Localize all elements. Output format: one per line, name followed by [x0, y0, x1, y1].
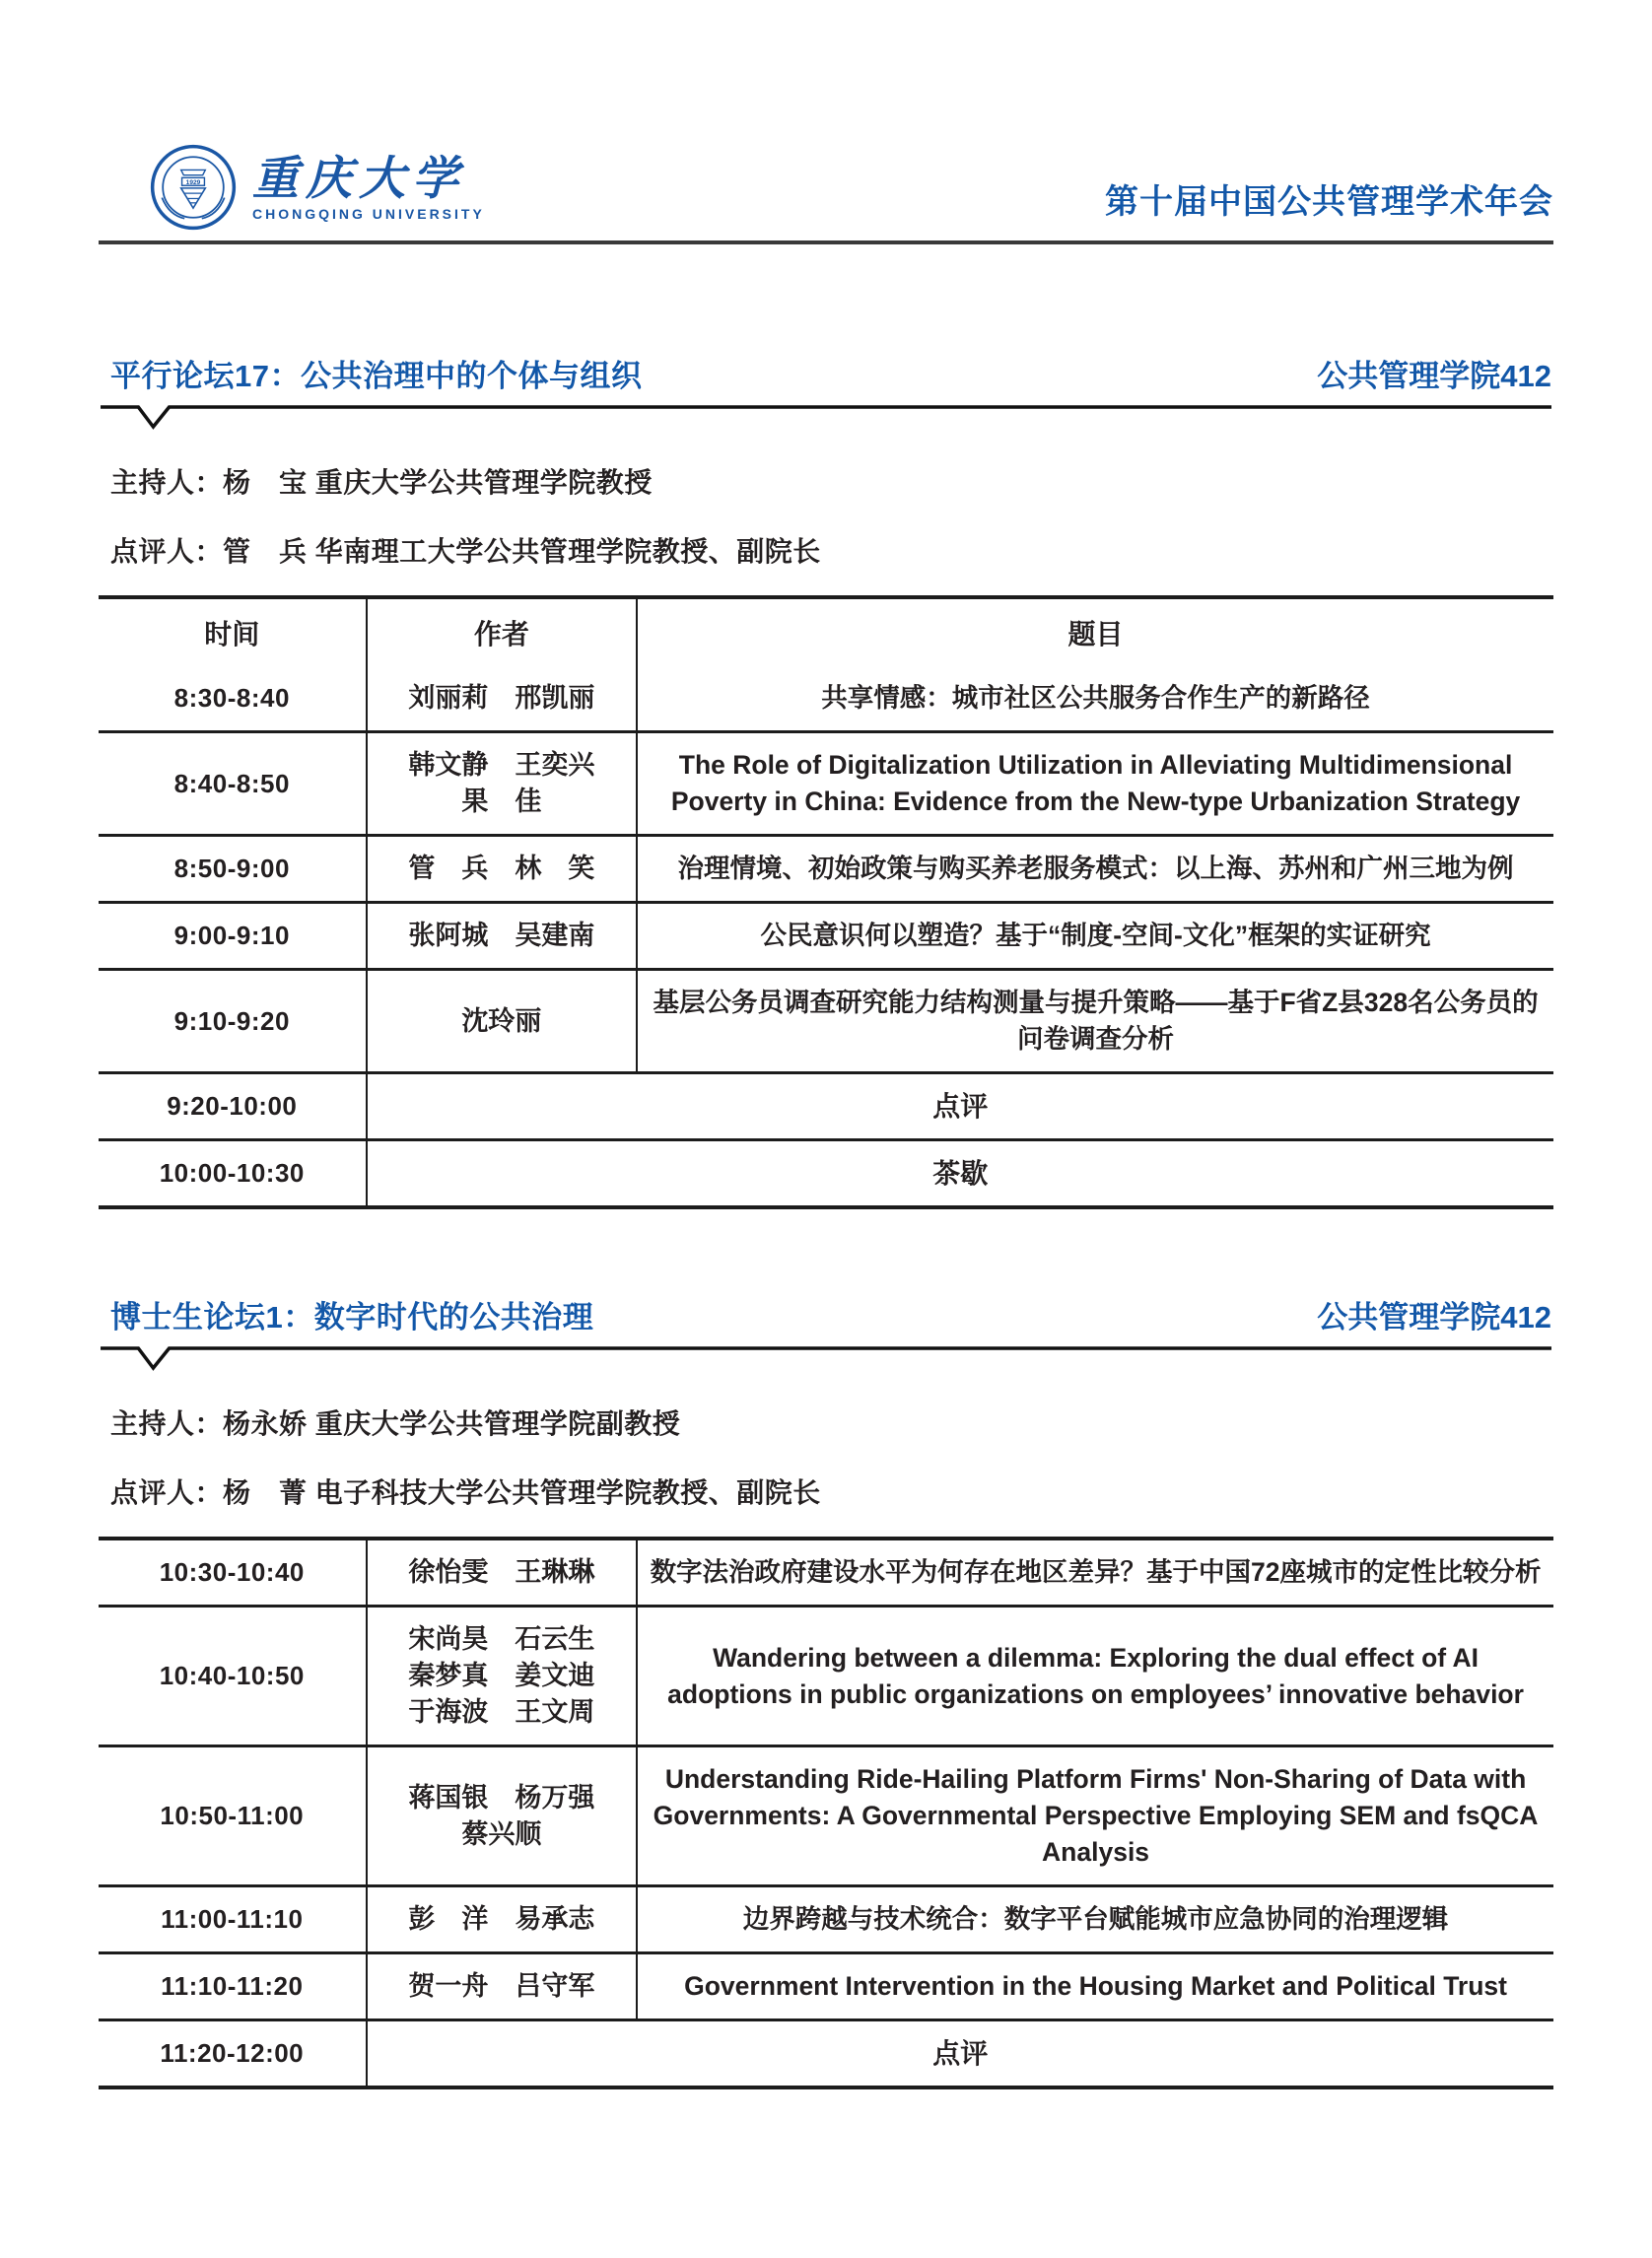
- author-line: 徐怡雯 王琳琳: [408, 1557, 595, 1587]
- authors-cell: [367, 1607, 638, 1746]
- table-row: [99, 666, 1553, 732]
- title-cell: Government Intervention in the Housing Market and Political Trust: [684, 1971, 1507, 2001]
- title-cell: 边界跨越与技术统合：数字平台赋能城市应急协同的治理逻辑: [742, 1904, 1449, 1934]
- session-reviewer: [110, 1471, 1553, 1511]
- session-host-text: 杨 宝 重庆大学公共管理学院教授: [223, 467, 653, 498]
- table-row: [99, 1073, 1553, 1140]
- title-cell: The Role of Digitalization Utilization in Alleviating Multidimensional Poverty in China: Evidence from the New-type Urbanization Strategy: [670, 750, 1521, 816]
- session-head: [99, 351, 1553, 395]
- title-cell: Understanding Ride-Hailing Platform Firms' Non-Sharing of Data with Governments: A Governmental Perspective Employing SEM and fsQCA Analysis: [653, 1764, 1539, 1867]
- session-location: 公共管理学院412: [1317, 359, 1551, 393]
- time-cell: 11:10-11:20: [99, 1953, 367, 2020]
- university-name-cn: 重庆大学: [252, 151, 465, 204]
- session-host-label: 主持人：: [110, 1408, 224, 1439]
- header-time: 时间: [99, 597, 367, 666]
- session-host: [110, 1403, 1553, 1442]
- emblem-year: 1929: [185, 178, 201, 186]
- title-cell: 共享情感：城市社区公共服务合作生产的新路径: [821, 683, 1370, 713]
- time-cell: 9:10-9:20: [99, 970, 367, 1073]
- time-cell: 8:30-8:40: [99, 666, 367, 732]
- time-cell: 8:50-9:00: [99, 836, 367, 903]
- table-header-row: [99, 597, 1553, 666]
- authors-cell: [367, 1539, 638, 1607]
- session-reviewer-label: 点评人：: [110, 1477, 224, 1508]
- title-cell: Wandering between a dilemma: Exploring the dual effect of AI adoptions in public organizations on employees’ innovative behavior: [667, 1642, 1524, 1709]
- section-divider-flourish: [99, 1344, 1553, 1371]
- university-emblem-icon: [150, 144, 237, 231]
- session-title: 平行论坛17：公共治理中的个体与组织: [110, 359, 643, 393]
- time-cell: 11:20-12:00: [99, 2020, 367, 2088]
- author-line: 果 佳: [461, 787, 542, 816]
- conference-title: 第十届中国公共管理学术年会: [1105, 183, 1553, 221]
- authors-cell: [367, 1746, 638, 1886]
- event-cell: 点评: [932, 1091, 989, 1122]
- session-head: [99, 1292, 1553, 1336]
- author-line: 于海波 王文周: [408, 1697, 595, 1727]
- program-sections: [99, 351, 1553, 2089]
- title-cell: 公民意识何以塑造？基于“制度-空间-文化”框架的实证研究: [760, 921, 1431, 950]
- author-line: 管 兵 林 笑: [408, 854, 595, 883]
- time-cell: 11:00-11:10: [99, 1886, 367, 1953]
- author-line: 张阿城 吴建南: [408, 921, 595, 950]
- session-reviewer: [110, 530, 1553, 570]
- session-section: [99, 1292, 1553, 2089]
- university-logo-text: [252, 153, 485, 223]
- event-cell: 点评: [932, 2038, 989, 2069]
- time-cell: 10:50-11:00: [99, 1746, 367, 1886]
- table-row: [99, 2020, 1553, 2088]
- author-line: 彭 洋 易承志: [408, 1904, 595, 1934]
- table-row: [99, 732, 1553, 836]
- table-row: [99, 1746, 1553, 1886]
- session-reviewer-text: 管 兵 华南理工大学公共管理学院教授、副院长: [223, 536, 821, 567]
- authors-cell: [367, 732, 638, 836]
- author-line: 贺一舟 吕守军: [408, 1971, 595, 2001]
- table-row: [99, 1607, 1553, 1746]
- author-line: 蔡兴顺: [461, 1818, 542, 1849]
- session-host: [110, 461, 1553, 501]
- author-line: 刘丽莉 邢凯丽: [408, 683, 595, 713]
- header-divider: [99, 240, 1553, 244]
- title-cell: 基层公务员调查研究能力结构测量与提升策略——基于F省Z县328名公务员的问卷调查分析: [653, 988, 1539, 1054]
- university-logo: [150, 144, 485, 231]
- authors-cell: [367, 1886, 638, 1953]
- author-line: 秦梦真 姜文迪: [408, 1661, 595, 1690]
- author-line: 韩文静 王奕兴: [408, 750, 595, 780]
- session-reviewer-label: 点评人：: [110, 536, 224, 567]
- time-cell: 9:20-10:00: [99, 1073, 367, 1140]
- schedule-table: [99, 595, 1553, 1209]
- author-line: 宋尚昊 石云生: [408, 1624, 595, 1654]
- header-authors: 作者: [367, 597, 638, 666]
- table-row: [99, 836, 1553, 903]
- title-cell: 数字法治政府建设水平为何存在地区差异？基于中国72座城市的定性比较分析: [650, 1557, 1542, 1587]
- title-cell: 治理情境、初始政策与购买养老服务模式：以上海、苏州和广州三地为例: [677, 854, 1514, 883]
- time-cell: 10:00-10:30: [99, 1140, 367, 1208]
- authors-cell: [367, 836, 638, 903]
- table-row: [99, 1539, 1553, 1607]
- event-cell: 茶歇: [932, 1158, 989, 1189]
- session-host-text: 杨永娇 重庆大学公共管理学院副教授: [223, 1408, 681, 1439]
- table-row: [99, 970, 1553, 1073]
- table-row: [99, 1953, 1553, 2020]
- table-row: [99, 903, 1553, 970]
- session-section: [99, 351, 1553, 1209]
- page-header: [99, 144, 1553, 231]
- time-cell: 8:40-8:50: [99, 732, 367, 836]
- schedule-table: [99, 1537, 1553, 2089]
- table-row: [99, 1140, 1553, 1208]
- author-line: 蒋国银 杨万强: [408, 1782, 595, 1813]
- authors-cell: [367, 970, 638, 1073]
- university-name-en: CHONGQING UNIVERSITY: [252, 206, 485, 223]
- session-location: 公共管理学院412: [1317, 1300, 1551, 1334]
- table-row: [99, 1886, 1553, 1953]
- time-cell: 10:30-10:40: [99, 1539, 367, 1607]
- authors-cell: [367, 903, 638, 970]
- header-title: 题目: [1067, 619, 1124, 650]
- time-cell: 9:00-9:10: [99, 903, 367, 970]
- session-host-label: 主持人：: [110, 467, 224, 498]
- session-title: 博士生论坛1：数字时代的公共治理: [110, 1300, 594, 1334]
- section-divider-flourish: [99, 403, 1553, 430]
- authors-cell: [367, 1953, 638, 2020]
- authors-cell: [367, 666, 638, 732]
- session-reviewer-text: 杨 菁 电子科技大学公共管理学院教授、副院长: [223, 1477, 821, 1508]
- time-cell: 10:40-10:50: [99, 1607, 367, 1746]
- author-line: 沈玲丽: [461, 1005, 542, 1036]
